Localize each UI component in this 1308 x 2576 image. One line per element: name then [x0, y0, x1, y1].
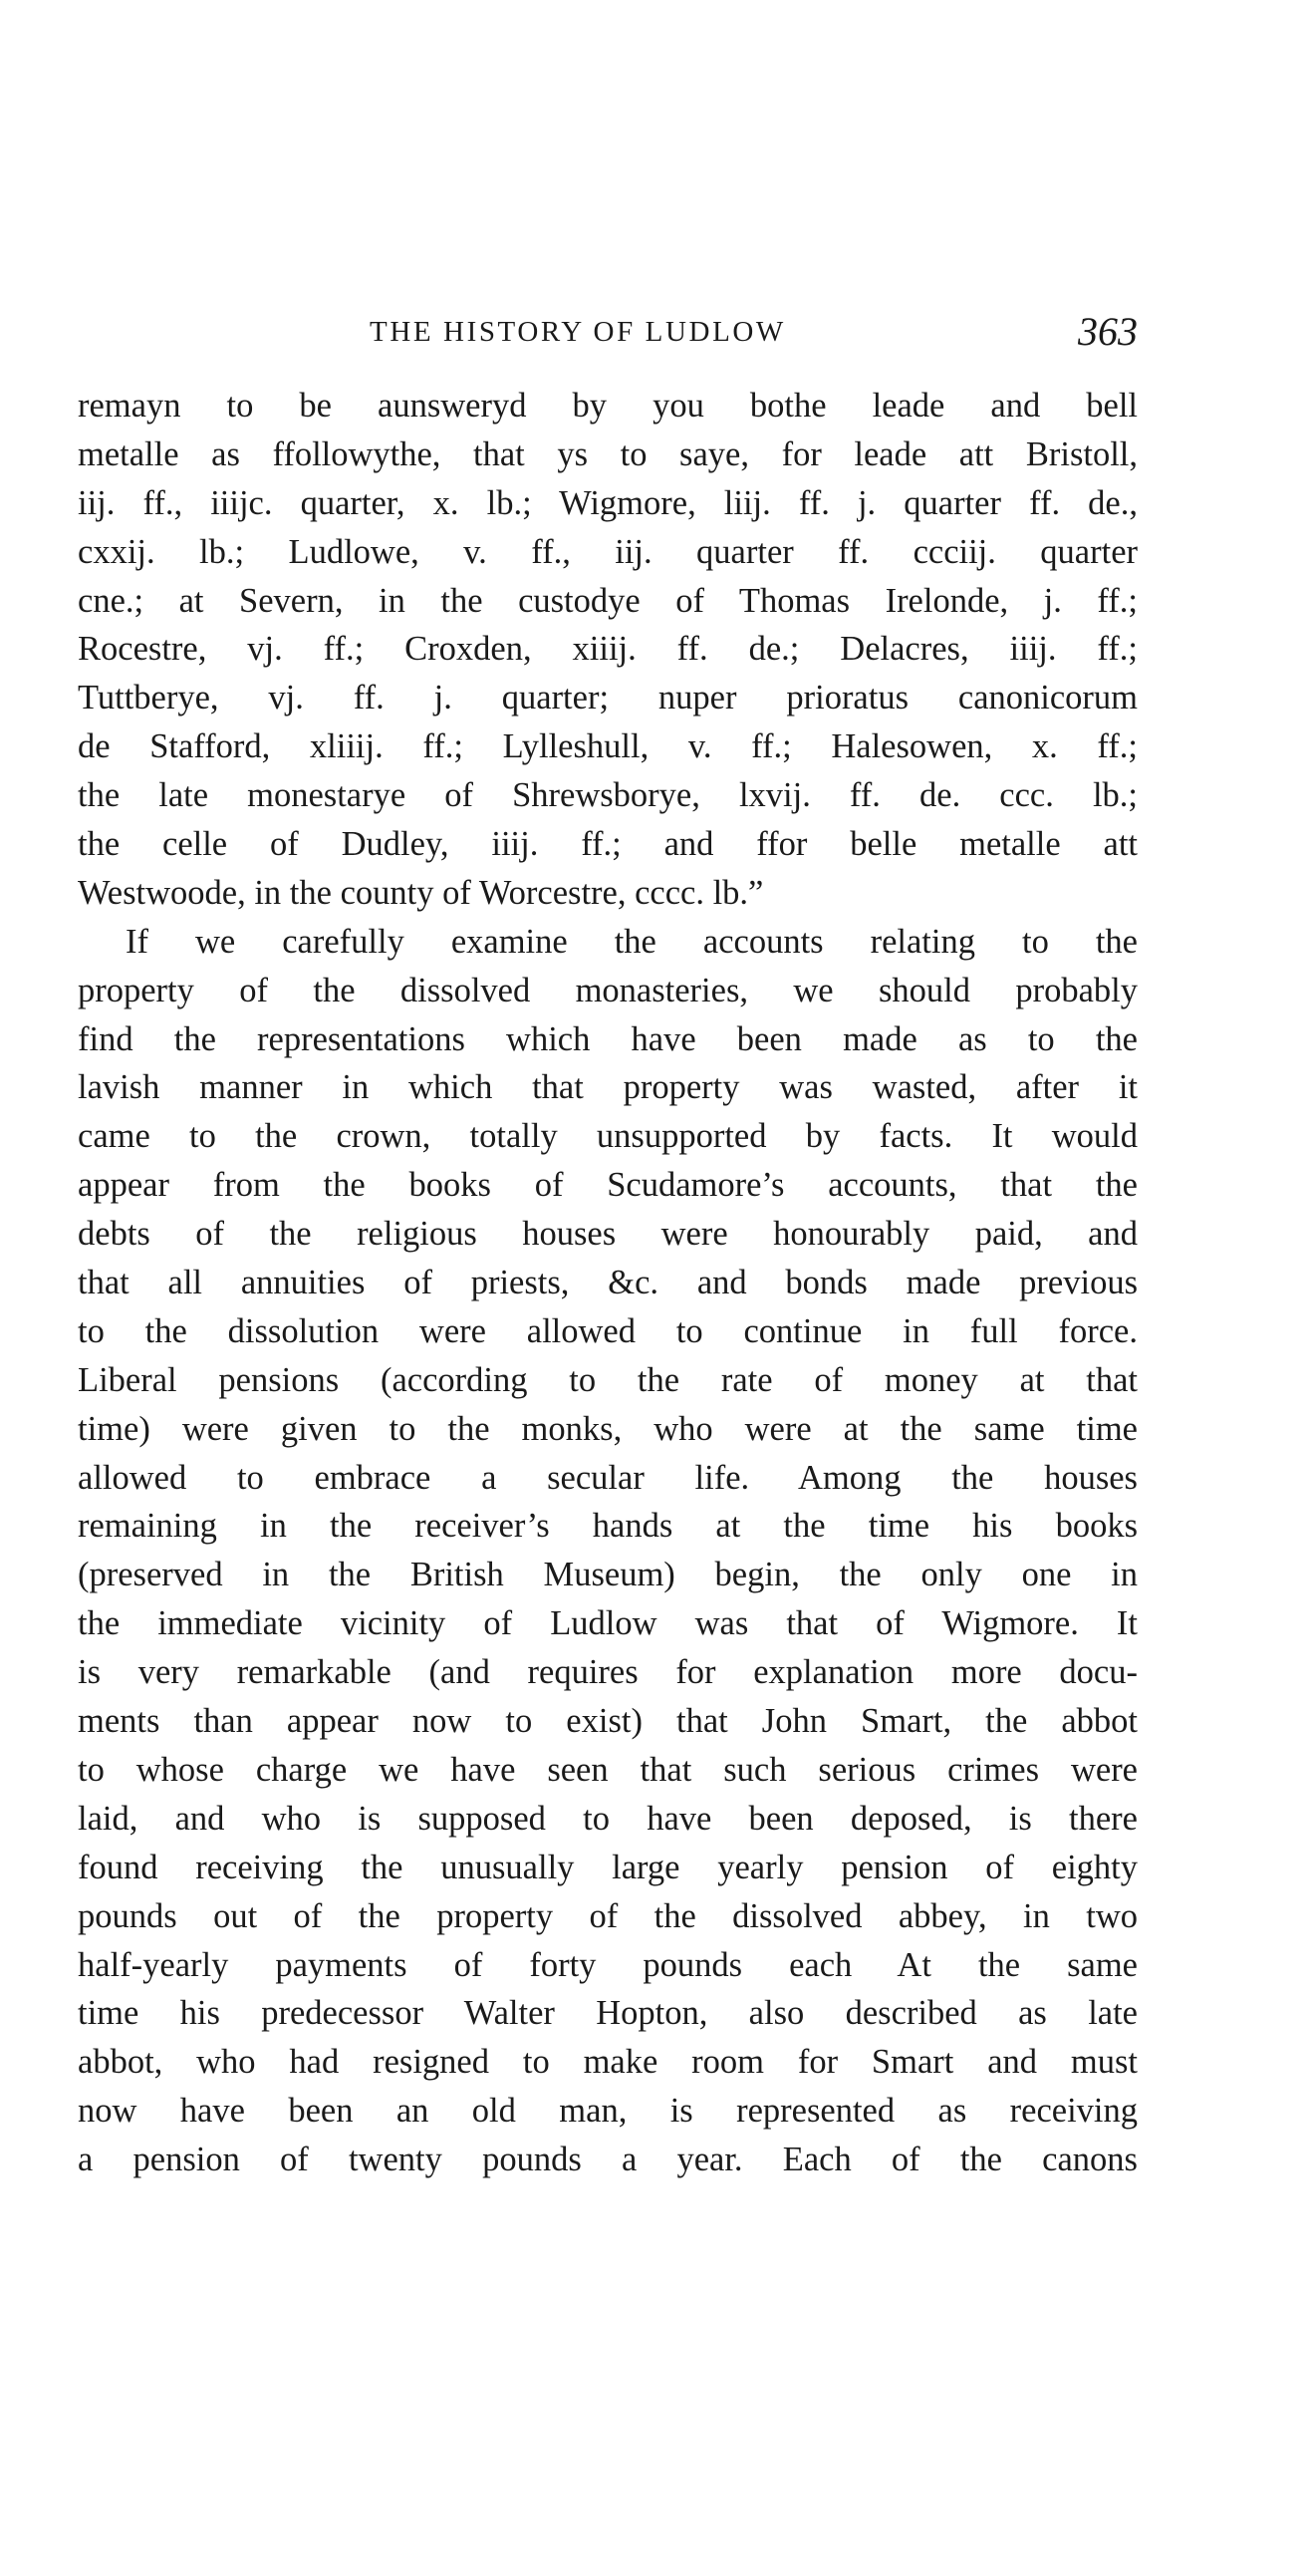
text-line: time his predecessor Walter Hopton, also described as late	[78, 1994, 1138, 2033]
text-line: Westwoode, in the county of Worcestre, cccc. lb.”	[78, 873, 764, 912]
text-line: (preserved in the British Museum) begin, the only one in	[78, 1556, 1138, 1594]
text-line: half-yearly payments of forty pounds each At the same	[78, 1945, 1138, 1984]
text-line: Rocestre, vj. ff.; Croxden, xiiij. ff. de.; Delacres, iiij. ff.;	[78, 630, 1138, 669]
text-line: to whose charge we have seen that such serious crimes were	[78, 1750, 1138, 1789]
book-page	[78, 0, 1138, 2576]
text-line: find the representations which have been made as to the	[78, 1019, 1138, 1058]
text-line: remaining in the receiver’s hands at the time his books	[78, 1507, 1138, 1546]
text-line: found receiving the unusually large yearly pension of eighty	[78, 1848, 1138, 1886]
text-line: iij. ff., iiijc. quarter, x. lb.; Wigmore, liij. ff. j. quarter ff. de.,	[78, 483, 1138, 522]
running-head	[78, 304, 1138, 354]
text-line: laid, and who is supposed to have been deposed, is there	[78, 1799, 1138, 1838]
body-text	[78, 382, 1138, 2184]
text-line: now have been an old man, is represented as receiving	[78, 2092, 1138, 2131]
text-line: the immediate vicinity of Ludlow was that of Wigmore. It	[78, 1604, 1138, 1643]
text-line: the late monestarye of Shrewsborye, lxvij. ff. de. ccc. lb.;	[78, 776, 1138, 815]
text-line: time) were given to the monks, who were at the same time	[78, 1409, 1138, 1448]
text-line: Liberal pensions (according to the rate of money at that	[78, 1360, 1138, 1399]
text-line: is very remarkable (and requires for explanation more docu-	[78, 1653, 1138, 1692]
page-number: 363	[1078, 309, 1138, 354]
text-line: a pension of twenty pounds a year. Each of the canons	[78, 2141, 1138, 2179]
text-line: to the dissolution were allowed to continue in full force.	[78, 1311, 1138, 1350]
text-line: pounds out of the property of the dissolved abbey, in two	[78, 1896, 1138, 1935]
running-title: THE HISTORY OF LUDLOW	[370, 316, 786, 348]
text-line: metalle as ffollowythe, that ys to saye, for leade att Bristoll,	[78, 434, 1138, 473]
text-line: appear from the books of Scudamore’s accounts, that the	[78, 1166, 1138, 1205]
text-line: allowed to embrace a secular life. Among the houses	[78, 1458, 1138, 1497]
text-line: de Stafford, xliiij. ff.; Lylleshull, v. ff.; Halesowen, x. ff.;	[78, 727, 1138, 766]
text-line: Tuttberye, vj. ff. j. quarter; nuper prioratus canonicorum	[78, 679, 1138, 717]
text-line: came to the crown, totally unsupported by facts. It would	[78, 1117, 1138, 1156]
text-line: ments than appear now to exist) that John Smart, the abbot	[78, 1702, 1138, 1741]
text-line: abbot, who had resigned to make room for Smart and must	[78, 2043, 1138, 2082]
text-line: lavish manner in which that property was wasted, after it	[78, 1068, 1138, 1107]
paragraph-first-line: If we carefully examine the accounts relating to the	[126, 922, 1138, 961]
text-line: debts of the religious houses were honourably paid, and	[78, 1215, 1138, 1254]
text-line: property of the dissolved monasteries, we should probably	[78, 971, 1138, 1009]
text-line: cxxij. lb.; Ludlowe, v. ff., iij. quarter ff. ccciij. quarter	[78, 532, 1138, 571]
text-line: remayn to be aunsweryd by you bothe leade and bell	[78, 387, 1138, 425]
text-line: the celle of Dudley, iiij. ff.; and ffor belle metalle att	[78, 825, 1138, 864]
text-line: cne.; at Severn, in the custodye of Thomas Irelonde, j. ff.;	[78, 581, 1138, 620]
text-line: that all annuities of priests, &c. and bonds made previous	[78, 1264, 1138, 1302]
